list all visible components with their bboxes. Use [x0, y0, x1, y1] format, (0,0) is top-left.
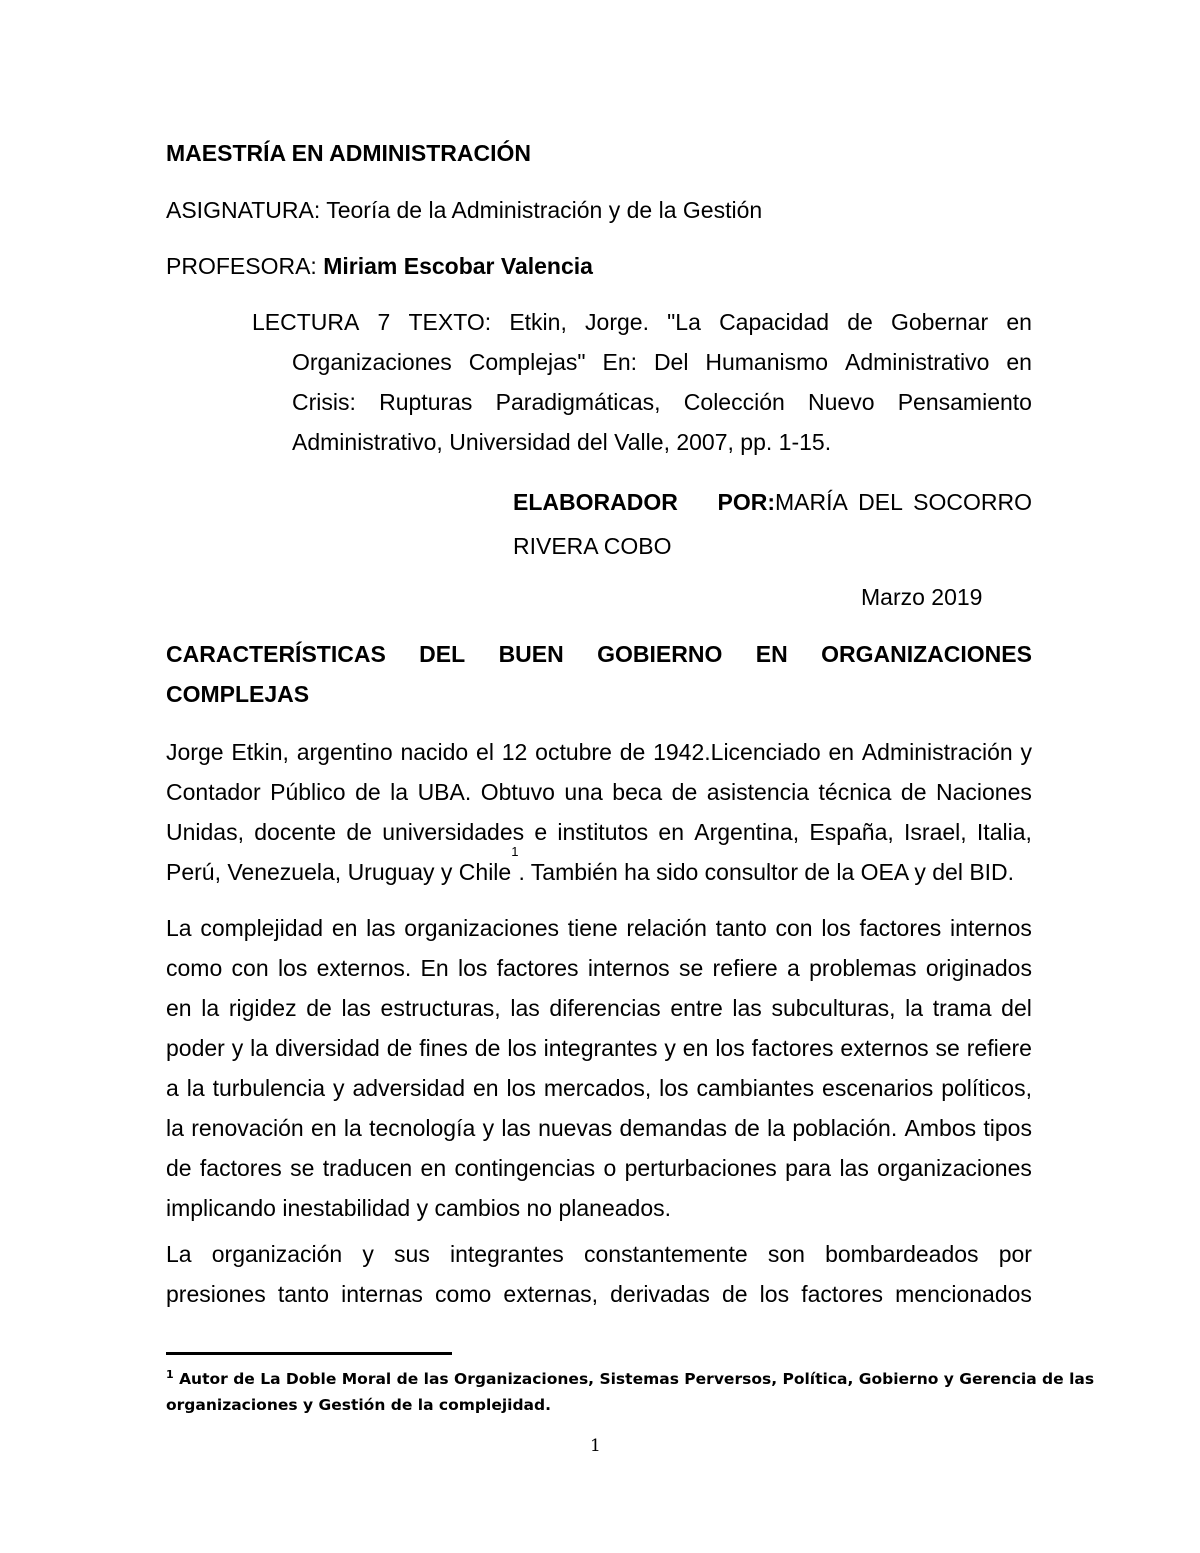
word: los — [715, 1035, 745, 1061]
word: renovación — [191, 1115, 304, 1141]
word: en — [1006, 309, 1032, 335]
word: problemas — [809, 955, 917, 981]
subject-line — [166, 190, 762, 230]
word: rigidez — [228, 995, 297, 1021]
word: organizaciones — [877, 1155, 1032, 1181]
word: los — [821, 915, 851, 941]
word: externos. — [316, 955, 412, 981]
word: complejidad — [200, 915, 324, 941]
professor-name: Miriam Escobar Valencia — [323, 253, 593, 279]
word: internos — [950, 915, 1032, 941]
word: Unidas, — [166, 819, 244, 845]
word: trama — [932, 995, 992, 1021]
paragraph-line — [166, 844, 1032, 892]
word: estructuras, — [380, 995, 501, 1021]
word: escenarios — [822, 1075, 934, 1101]
word: SOCORRO — [913, 489, 1032, 515]
word: en — [331, 915, 358, 941]
word: bombardeados — [825, 1241, 979, 1267]
word: nacido — [400, 739, 469, 765]
word: derivadas — [610, 1281, 710, 1307]
word: internas — [341, 1281, 423, 1307]
word: Paradigmáticas, — [495, 389, 661, 415]
word: UBA. — [417, 779, 472, 805]
word: DEL — [419, 641, 466, 667]
word: a — [166, 1075, 179, 1101]
word: de — [306, 995, 332, 1021]
word: con — [775, 915, 813, 941]
word: y — [482, 1115, 495, 1141]
word: GOBIERNO — [597, 641, 723, 667]
word: de — [900, 779, 927, 805]
word: sus — [394, 1241, 430, 1267]
word: se — [678, 955, 704, 981]
word: mercados, — [543, 1075, 652, 1101]
word: relación — [626, 915, 707, 941]
footnote — [166, 1366, 1095, 1418]
word: en — [828, 739, 855, 765]
word: en — [311, 1115, 337, 1141]
word: Contador — [166, 779, 261, 805]
word: la — [166, 1115, 184, 1141]
word: la — [905, 995, 924, 1021]
word: Administración — [861, 739, 1013, 765]
word: demandas — [619, 1115, 727, 1141]
word: argentino — [296, 739, 393, 765]
word: o — [603, 1155, 617, 1181]
word: diversidad — [275, 1035, 380, 1061]
word: Jorge. — [585, 309, 649, 335]
word: 7 — [377, 309, 391, 335]
word: Nuevo — [808, 389, 875, 415]
word: tanto — [277, 1281, 329, 1307]
word: por — [998, 1241, 1032, 1267]
paragraph-text: . También ha sido consultor de la OEA y del BID. — [518, 859, 1015, 885]
word: EN — [755, 641, 788, 667]
paragraph-line — [166, 988, 1032, 1028]
footnote-number: 1 — [166, 1367, 174, 1381]
word: Jorge — [166, 739, 224, 765]
footnote-line: organizaciones y Gestión de la complejidad. — [166, 1396, 552, 1414]
paragraph-line — [166, 1234, 1032, 1274]
paragraph-line — [166, 1274, 1032, 1314]
word: población. — [792, 1115, 898, 1141]
word: e — [534, 819, 548, 845]
paragraph-line — [166, 1108, 1032, 1148]
word: docente — [254, 819, 337, 845]
word: la — [186, 1075, 205, 1101]
word: beca — [612, 779, 663, 805]
word: organizaciones — [404, 915, 559, 941]
subject-value: Teoría de la Administración y de la Gestión — [326, 197, 763, 223]
paragraph-text: Perú, Venezuela, Uruguay y Chile — [166, 859, 512, 885]
paragraph — [166, 908, 1032, 1228]
professor-line — [166, 246, 593, 286]
word: externas, — [503, 1281, 599, 1307]
word: el — [476, 739, 494, 765]
word: con — [231, 955, 269, 981]
word: diferencias — [549, 995, 661, 1021]
word: los — [506, 1075, 536, 1101]
word: factores — [801, 1281, 884, 1307]
word: de — [671, 779, 698, 805]
word: tipos — [983, 1115, 1032, 1141]
word: ORGANIZACIONES — [821, 641, 1032, 667]
author-label — [513, 480, 775, 524]
word: las — [366, 915, 396, 941]
word: perturbaciones — [624, 1155, 777, 1181]
word: los — [759, 1281, 790, 1307]
word: institutos — [557, 819, 649, 845]
word: tanto — [715, 915, 767, 941]
subject-label: ASIGNATURA: — [166, 197, 321, 223]
word: organización — [211, 1241, 343, 1267]
section-title-line: COMPLEJAS — [166, 681, 310, 707]
word: en — [1006, 349, 1032, 375]
word: de — [386, 1035, 413, 1061]
word: turbulencia — [212, 1075, 326, 1101]
word: como — [166, 955, 223, 981]
paragraph-line — [166, 1028, 1032, 1068]
word: Etkin, — [231, 739, 289, 765]
word: TEXTO: — [408, 309, 492, 335]
word: de — [734, 1115, 760, 1141]
document-date: Marzo 2019 — [861, 584, 983, 610]
word: POR: — [717, 489, 775, 515]
paragraph-line — [166, 1068, 1032, 1108]
word: octubre — [535, 739, 612, 765]
word: de — [721, 1281, 748, 1307]
word: Humanismo — [705, 349, 829, 375]
author-line — [513, 480, 1032, 524]
author-block — [513, 480, 1032, 568]
word: de — [619, 739, 646, 765]
word: Público — [270, 779, 346, 805]
footnote-reference[interactable]: 1 — [511, 844, 519, 859]
word: Ambos — [904, 1115, 977, 1141]
word: factores — [199, 1155, 282, 1181]
word: en — [472, 1075, 499, 1101]
word: internos — [587, 955, 670, 981]
word: traducen — [322, 1155, 413, 1181]
paragraph-line — [166, 1148, 1032, 1188]
reading-line — [252, 302, 1032, 342]
reading-line — [292, 342, 1032, 382]
word: DEL — [858, 489, 903, 515]
footnote-line — [166, 1366, 1095, 1392]
word: La — [166, 915, 192, 941]
footnote-separator — [166, 1352, 452, 1355]
word: los — [507, 1035, 537, 1061]
word: políticos, — [941, 1075, 1032, 1101]
word: en — [420, 1155, 447, 1181]
word: de — [346, 819, 372, 845]
word: de — [166, 1155, 192, 1181]
word: refiere — [966, 1035, 1032, 1061]
word: subculturas, — [771, 995, 896, 1021]
word: la — [250, 1035, 269, 1061]
word: Del — [653, 349, 689, 375]
paragraph-line — [166, 908, 1032, 948]
word: 1942.Licenciado — [653, 739, 821, 765]
paragraph — [166, 1234, 1032, 1314]
word: entre — [670, 995, 723, 1021]
word: MARÍA — [775, 489, 848, 515]
word: de — [474, 1035, 501, 1061]
word: y — [231, 1035, 244, 1061]
page-number: 1 — [590, 1436, 601, 1456]
word: mencionados — [895, 1281, 1032, 1307]
word: cambiantes — [696, 1075, 815, 1101]
word: externos — [840, 1035, 929, 1061]
word: técnica — [818, 779, 892, 805]
word: La — [166, 1241, 192, 1267]
paragraph — [166, 732, 1032, 892]
word: la — [201, 995, 220, 1021]
word: Complejas" — [468, 349, 586, 375]
word: originados — [925, 955, 1032, 981]
word: Organizaciones — [292, 349, 452, 375]
section-title-line — [166, 634, 1032, 674]
word: refiere — [712, 955, 778, 981]
word: las — [839, 1155, 869, 1181]
word: Italia, — [976, 819, 1032, 845]
document-title: MAESTRÍA EN ADMINISTRACIÓN — [166, 140, 532, 166]
footnote-text: Autor de La Doble Moral de las Organizaciones, Sistemas Perversos, Política, Gobierno y Gerencia de las — [179, 1370, 1095, 1388]
word: Pensamiento — [897, 389, 1032, 415]
word: son — [767, 1241, 805, 1267]
word: Argentina, — [694, 819, 800, 845]
word: universidades — [382, 819, 525, 845]
reading-line — [292, 382, 1032, 422]
word: nuevas — [538, 1115, 613, 1141]
word: integrantes — [450, 1241, 564, 1267]
word: fines — [419, 1035, 468, 1061]
word: las — [501, 1115, 531, 1141]
word: en — [682, 1035, 709, 1061]
word: y — [664, 1035, 676, 1061]
professor-label: PROFESORA: — [166, 253, 317, 279]
word: España, — [809, 819, 894, 845]
reading-line: Administrativo, Universidad del Valle, 2007, pp. 1-15. — [292, 429, 832, 455]
paragraph-line — [166, 948, 1032, 988]
paragraph-line — [166, 772, 1032, 812]
word: 12 — [501, 739, 528, 765]
word: Rupturas — [379, 389, 473, 415]
paragraph-line: implicando inestabilidad y cambios no planeados. — [166, 1195, 672, 1221]
word: CARACTERÍSTICAS — [166, 641, 386, 667]
word: adversidad — [352, 1075, 466, 1101]
word: y — [1020, 739, 1032, 765]
word: Administrativo — [845, 349, 990, 375]
word: LECTURA — [252, 309, 360, 335]
section-title — [166, 634, 1032, 714]
word: las — [510, 995, 540, 1021]
word: Gobernar — [890, 309, 989, 335]
word: Capacidad — [719, 309, 830, 335]
word: presiones — [166, 1281, 266, 1307]
word: y — [362, 1241, 374, 1267]
word: ELABORADOR — [513, 489, 678, 515]
word: en — [658, 819, 685, 845]
word: Obtuvo — [480, 779, 555, 805]
word: los — [457, 955, 488, 981]
word: se — [290, 1155, 315, 1181]
word: asistencia — [706, 779, 810, 805]
word: contingencias — [454, 1155, 596, 1181]
word: "La — [667, 309, 701, 335]
word: de — [355, 779, 381, 805]
word: factores — [751, 1035, 834, 1061]
author-name — [775, 480, 1032, 524]
word: factores — [496, 955, 579, 981]
word: la — [390, 779, 409, 805]
word: Colección — [683, 389, 785, 415]
word: y — [333, 1075, 345, 1101]
word: Naciones — [936, 779, 1032, 805]
word: las — [341, 995, 371, 1021]
word: a — [787, 955, 800, 981]
word: los — [277, 955, 308, 981]
word: una — [564, 779, 603, 805]
word: la — [343, 1115, 362, 1141]
word: poder — [166, 1035, 225, 1061]
word: se — [935, 1035, 960, 1061]
word: constantemente — [583, 1241, 748, 1267]
word: Israel, — [904, 819, 967, 845]
author-name-line2: RIVERA COBO — [513, 533, 672, 559]
word: tecnología — [369, 1115, 476, 1141]
word: los — [659, 1075, 689, 1101]
word: de — [847, 309, 873, 335]
word: del — [1001, 995, 1032, 1021]
word: BUEN — [498, 641, 564, 667]
word: la — [767, 1115, 786, 1141]
word: como — [435, 1281, 492, 1307]
paragraph-line — [166, 812, 1032, 852]
word: Etkin, — [509, 309, 567, 335]
reading-reference — [252, 302, 1032, 462]
paragraph-line — [166, 732, 1032, 772]
word: Crisis: — [292, 389, 356, 415]
word: en — [166, 995, 192, 1021]
word: tiene — [567, 915, 618, 941]
word: En — [420, 955, 449, 981]
word: integrantes — [543, 1035, 658, 1061]
word: para — [785, 1155, 832, 1181]
word: las — [732, 995, 762, 1021]
word: En: — [602, 349, 638, 375]
word: factores — [859, 915, 942, 941]
